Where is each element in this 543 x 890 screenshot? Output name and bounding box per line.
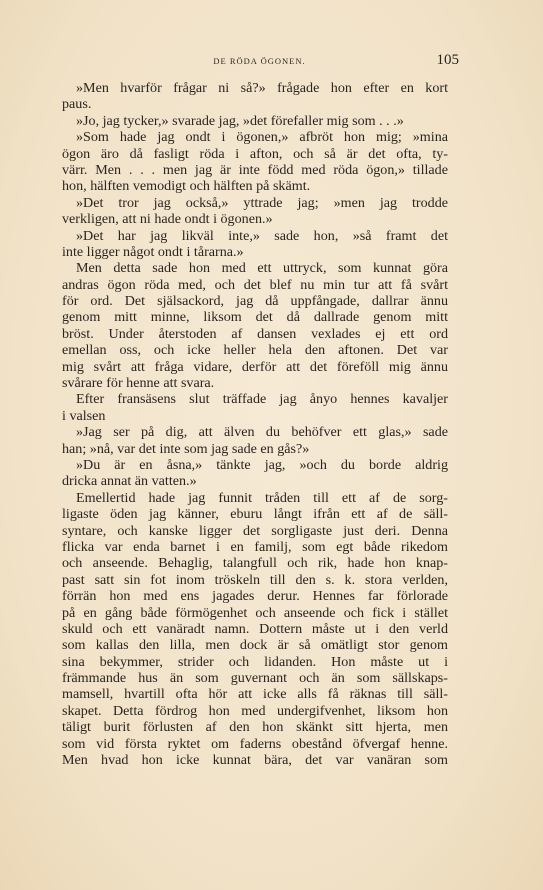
text-line: dricka annat än vatten.»: [62, 473, 197, 490]
text-line: »Du är en åsna,» tänkte jag, »och du borde aldrig: [76, 456, 448, 473]
text-line: andras ögon röda med, och det blef nu min tur att få svårt: [62, 276, 448, 293]
text-line: ögon äro då fasligt röda i afton, och så är det ofta, ty-: [62, 145, 448, 162]
text-line: verkligen, att ni hade ondt i ögonen.»: [62, 211, 273, 228]
text-line: skapet. Detta fördrog hon med undergifvenhet, liksom hon: [62, 702, 448, 719]
text-line: mamsell, hvartill ofta hör att icke alls få räknas till säll-: [62, 686, 448, 703]
text-line: bröst. Under återstoden af dansen vexlades ej ett ord: [62, 325, 448, 342]
text-line: paus.: [62, 96, 92, 113]
text-line: flicka var enda barnet i en familj, som egt både rikedom: [62, 538, 448, 555]
text-line: Efter fransäsens slut träffade jag ånyo hennes kavaljer: [76, 391, 448, 408]
text-line: genom mitt minne, liksom det då dallrade genom mitt: [62, 309, 448, 326]
text-line: »Jo, jag tycker,» svarade jag, »det förefaller mig som . . .»: [76, 112, 404, 129]
text-line: främmande hus än som guvernant och än som sällskaps-: [62, 670, 448, 687]
text-line: han; »nå, var det inte som jag sade en gås?»: [62, 440, 310, 457]
running-head: DE RÖDA ÖGONEN.: [213, 56, 306, 66]
page-header: [60, 54, 459, 74]
text-line: ligaste öden jag känner, eburu långt ifrån ett af de säll-: [62, 506, 448, 523]
text-line: inte ligger något ondt i tårarna.»: [62, 243, 244, 260]
text-line: Men hvad hon icke kunnat bära, det var vanäran som: [62, 752, 448, 769]
text-line: mig svårt att fråga vidare, derför att det föreföll mig ännu: [62, 358, 448, 375]
body-text: [62, 80, 448, 768]
text-line: Men detta sade hon med ett uttryck, som kunnat göra: [76, 260, 448, 277]
text-line: Emellertid hade jag funnit tråden till ett af de sorg-: [76, 489, 448, 506]
text-line: »Men hvarför frågar ni så?» frågade hon efter en kort: [76, 80, 448, 96]
text-line: svårare för henne att svara.: [62, 375, 215, 392]
text-line: i valsen: [62, 407, 106, 424]
text-line: »Jag ser på dig, att älven du behöfver ett glas,» sade: [76, 424, 448, 441]
text-line: syntare, och kanske ligger det sorgligaste just deri. Denna: [62, 522, 448, 539]
text-line: »Som hade jag ondt i ögonen,» afbröt hon mig; »mina: [76, 129, 448, 146]
text-line: täligt burit förlusten af den hon skänkt sitt hjerta, men: [62, 719, 448, 736]
text-line: på en gång både förmögenhet och anseende och fick i stället: [62, 604, 448, 621]
text-line: värr. Men . . . men jag är inte född med röda ögon,» tillade: [62, 161, 448, 178]
text-line: »Det har jag likväl inte,» sade hon, »så framt det: [76, 227, 448, 244]
text-line: emellan oss, och icke heller hela den aftonen. Det var: [62, 342, 448, 359]
text-line: förrän hon med ens jagades derur. Hennes far förlorade: [62, 588, 448, 605]
text-line: och anseende. Behaglig, talangfull och rik, hade hon knap-: [62, 555, 448, 572]
text-line: »Det tror jag också,» yttrade jag; »men jag trodde: [76, 194, 448, 211]
text-line: som kallas den lilla, men dock är så omätligt stor genom: [62, 637, 448, 654]
text-line: för ord. Det själsackord, jag då uppfångade, dallrar ännu: [62, 293, 448, 310]
text-line: skuld och ett vanäradt namn. Dottern måste ut i den verld: [62, 620, 448, 637]
text-line: past satt sin fot inom tröskeln till den s. k. stora verlden,: [62, 571, 448, 588]
text-line: sina bekymmer, strider och lidanden. Hon måste ut i: [62, 653, 448, 670]
page-number: 105: [436, 52, 459, 68]
text-line: hon, hälften vemodigt och hälften på skämt.: [62, 178, 311, 195]
text-line: som vid första ryktet om faderns obestånd öfvergaf henne.: [62, 735, 448, 752]
